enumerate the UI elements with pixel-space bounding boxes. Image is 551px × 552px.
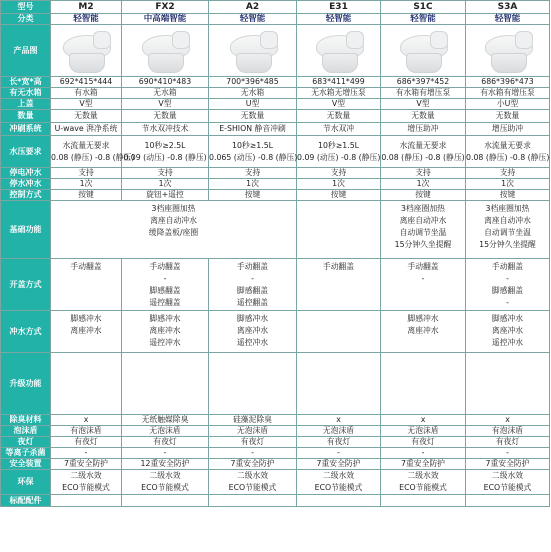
row-model (1, 1, 550, 14)
basic-function-cell (381, 201, 466, 259)
control-cell: 旋钮+遥控 (122, 190, 209, 201)
basic-function-line: 自动调节坐温 (399, 228, 447, 237)
eco-line: ECO节能模式 (141, 483, 189, 492)
accessory-cell (122, 495, 209, 507)
eco-line: 二级水效 (236, 471, 269, 480)
product-image-cell (381, 25, 466, 77)
basic-function-line: 缓降盖板/座圈 (148, 228, 199, 237)
power_cut-cell: 支持 (122, 168, 209, 179)
lid_mode-line: - (251, 274, 254, 283)
power_cut-cell: 支持 (381, 168, 466, 179)
lid_mode-line: - (163, 274, 167, 283)
flush_sys-cell: 节水双冲技术 (122, 123, 209, 136)
model-name: S3A (466, 1, 550, 14)
dims-cell: 700*396*485 (209, 77, 297, 88)
toilet-product-image (136, 29, 194, 73)
product-image-cell (51, 25, 122, 77)
product-image-cell (122, 25, 209, 77)
toilet-base-shape (491, 53, 527, 73)
night-cell: 有夜灯 (122, 437, 209, 448)
flush_mode-cell (209, 311, 297, 353)
row-tank (1, 88, 550, 99)
basic-function-line: 15分钟久坐提醒 (479, 240, 536, 249)
foam-cell: 无泡沫盾 (122, 426, 209, 437)
night-cell: 有夜灯 (51, 437, 122, 448)
row-label-deodor: 除臭材料 (1, 415, 51, 426)
lid_mode-line: 手动翻盖 (70, 262, 102, 271)
water-line: 0.08 (静压) -0.8 (静压) (466, 152, 550, 162)
lid_mode-line: 手动翻盖 (322, 262, 355, 271)
power_cut-cell: 支持 (209, 168, 297, 179)
category-cell: 轻智能 (381, 14, 466, 25)
deodor-cell: x (466, 415, 550, 426)
row-control (1, 190, 550, 201)
row-image (1, 25, 550, 77)
deodor-cell: 硅藻泥除臭 (209, 415, 297, 426)
row-night (1, 437, 550, 448)
row-label-category: 分类 (1, 14, 51, 25)
water-line: 水流量无要求 (399, 140, 447, 150)
lid_mode-line: 脚感翻盖 (491, 286, 524, 295)
accessory-cell (297, 495, 381, 507)
stop_flush-cell: 1次 (51, 179, 122, 190)
thermo-cell: - (209, 448, 297, 459)
basic-function-cell (51, 201, 297, 259)
lid_mode-line: - (506, 274, 509, 283)
flush_mode-cell (466, 311, 550, 353)
row-label-basic: 基础功能 (1, 201, 51, 259)
toilet-base-shape (322, 53, 358, 73)
row-label-eco: 环保 (1, 470, 51, 495)
row-category (1, 14, 550, 25)
dims-cell: 692*415*444 (51, 77, 122, 88)
eco-line: 二级水效 (70, 471, 102, 480)
lid-cell: 小U型 (466, 99, 550, 110)
tank-cell: 无水箱无增压泵 (297, 88, 381, 99)
flush_mode-line: 离座冲水 (236, 326, 269, 335)
row-label-image: 产品图 (1, 25, 51, 77)
stop_flush-cell: 1次 (466, 179, 550, 190)
lid_mode-line: 手动翻盖 (149, 262, 181, 271)
flush_mode-cell (122, 311, 209, 353)
row-eco (1, 470, 550, 495)
toilet-tank-shape (172, 31, 190, 49)
stop_flush-cell: 1次 (297, 179, 381, 190)
upgrade-function-cell (466, 353, 550, 415)
row-flush_mode (1, 311, 550, 353)
eco-cell (297, 470, 381, 495)
deodor-cell: x (51, 415, 122, 426)
basic-function-line: 离座自动冲水 (484, 216, 531, 225)
lid_mode-line: 遥控翻盖 (149, 298, 181, 307)
row-lid (1, 99, 550, 110)
eco-line: ECO节能模式 (483, 483, 532, 492)
flush_mode-line: 脚感冲水 (236, 314, 269, 323)
row-label-lid_mode: 开盖方式 (1, 259, 51, 311)
toilet-base-shape (148, 53, 184, 73)
row-label-safety: 安全装置 (1, 459, 51, 470)
water-cell (297, 136, 381, 168)
foam-cell: 有泡沫盾 (51, 426, 122, 437)
row-label-water: 水压要求 (1, 136, 51, 168)
lid_mode-line: 手动翻盖 (236, 262, 269, 271)
water-cell (466, 136, 550, 168)
safety-cell: 7重安全防护 (51, 459, 122, 470)
category-cell: 轻智能 (466, 14, 550, 25)
model-name: E31 (297, 1, 381, 14)
deodor-cell: x (297, 415, 381, 426)
deodor-cell: x (381, 415, 466, 426)
qty-cell: 无数量 (297, 110, 381, 123)
water-cell (51, 136, 135, 168)
thermo-cell: - (51, 448, 122, 459)
toilet-product-image (479, 29, 537, 73)
dims-cell: 686*396*473 (466, 77, 550, 88)
lid-cell: V型 (297, 99, 381, 110)
power_cut-cell: 支持 (297, 168, 381, 179)
lid_mode-cell (51, 259, 122, 311)
model-name: FX2 (122, 1, 209, 14)
night-cell: 有夜灯 (381, 437, 466, 448)
tank-cell: 无水箱 (122, 88, 209, 99)
stop_flush-cell: 1次 (209, 179, 297, 190)
qty-cell: 无数量 (51, 110, 122, 123)
stop_flush-cell: 1次 (381, 179, 466, 190)
toilet-tank-shape (260, 31, 278, 49)
lid_mode-cell (122, 259, 209, 311)
model-name: S1C (381, 1, 466, 14)
water-cell (122, 136, 209, 168)
flush_mode-cell (381, 311, 466, 353)
row-label-flush_sys: 冲刷系统 (1, 123, 51, 136)
toilet-tank-shape (346, 31, 364, 49)
model-name: A2 (209, 1, 297, 14)
eco-line: ECO节能模式 (228, 483, 277, 492)
tank-cell: 无水箱 (209, 88, 297, 99)
row-deodor (1, 415, 550, 426)
eco-cell (122, 470, 209, 495)
water-cell (209, 136, 297, 168)
flush_mode-line: 脚感冲水 (149, 314, 181, 323)
toilet-product-image (224, 29, 282, 73)
eco-line: 二级水效 (491, 471, 524, 480)
control-cell: 按键 (51, 190, 122, 201)
model-name: M2 (51, 1, 122, 14)
safety-cell: 7重安全防护 (381, 459, 466, 470)
upgrade-function-cell (122, 353, 209, 415)
basic-function-line: 3档座圈加热 (401, 204, 445, 213)
row-label-model: 型号 (1, 1, 51, 14)
row-dims (1, 77, 550, 88)
eco-line: ECO节能模式 (314, 483, 363, 492)
row-acc (1, 495, 550, 507)
eco-line: ECO节能模式 (399, 483, 447, 492)
foam-cell: 无泡沫盾 (381, 426, 466, 437)
eco-line: 二级水效 (149, 471, 181, 480)
row-upgrade (1, 353, 550, 415)
tank-cell: 有水箱有增压泵 (466, 88, 550, 99)
eco-line: 二级水效 (322, 471, 355, 480)
thermo-cell: - (297, 448, 381, 459)
basic-function-line: 离座自动冲水 (399, 216, 447, 225)
basic-function-line: 自动调节坐温 (484, 228, 531, 237)
row-label-flush_mode: 冲水方式 (1, 311, 51, 353)
tank-cell: 有水箱有增压泵 (381, 88, 466, 99)
row-label-night: 夜灯 (1, 437, 51, 448)
flush_sys-cell: 增压助冲 (381, 123, 466, 136)
product-image-cell (466, 25, 550, 77)
dims-cell: 690*410*483 (122, 77, 209, 88)
flush_sys-cell: 节水双冲 (297, 123, 381, 136)
row-label-dims: 长*宽*高 (1, 77, 51, 88)
eco-line: 二级水效 (407, 471, 439, 480)
water-cell (381, 136, 466, 168)
row-label-stop_flush: 停水冲水 (1, 179, 51, 190)
power_cut-cell: 支持 (51, 168, 122, 179)
deodor-cell: 无纸触媒除臭 (122, 415, 209, 426)
tank-cell: 有水箱 (51, 88, 122, 99)
upgrade-function-cell (381, 353, 466, 415)
toilet-product-image (57, 29, 115, 73)
row-lid_mode (1, 259, 550, 311)
row-flush_sys (1, 123, 550, 136)
row-thermo (1, 448, 550, 459)
lid_mode-line: 遥控翻盖 (236, 298, 269, 307)
water-line: 0.09 (动压) -0.8 (静压) (123, 152, 207, 162)
category-cell: 中高端智能 (122, 14, 209, 25)
product-image-cell (297, 25, 381, 77)
night-cell: 有夜灯 (209, 437, 297, 448)
basic-function-line: 15分钟久坐提醒 (394, 240, 452, 249)
accessory-cell (209, 495, 297, 507)
foam-cell: 无泡沫盾 (209, 426, 297, 437)
thermo-cell: - (122, 448, 209, 459)
eco-cell (209, 470, 297, 495)
toilet-base-shape (406, 53, 442, 73)
lid_mode-line: 手动翻盖 (491, 262, 524, 271)
toilet-tank-shape (93, 31, 111, 49)
stop_flush-cell: 1次 (122, 179, 209, 190)
lid_mode-cell (381, 259, 466, 311)
flush_mode-line: 离座冲水 (407, 326, 439, 335)
row-safety (1, 459, 550, 470)
row-label-upgrade: 升级功能 (1, 353, 51, 415)
basic-function-line: 3档座圈加热 (151, 204, 196, 213)
lid-cell: U型 (209, 99, 297, 110)
water-line: 0.08 (静压) -0.8 (静压) (381, 152, 465, 162)
row-power_cut (1, 168, 550, 179)
basic-function-cell (466, 201, 550, 259)
accessory-cell (51, 495, 122, 507)
water-line: 10秒≥2.5L (144, 140, 186, 150)
safety-cell: 7重安全防护 (209, 459, 297, 470)
category-cell: 轻智能 (209, 14, 297, 25)
lid-cell: V型 (51, 99, 122, 110)
safety-cell: 7重安全防护 (466, 459, 550, 470)
flush_mode-line: 脚感冲水 (407, 314, 439, 323)
flush_mode-line: 脚感冲水 (70, 314, 102, 323)
flush_mode-line: 遥控冲水 (149, 338, 181, 347)
lid_mode-line: 脚感翻盖 (149, 286, 181, 295)
toilet-product-image (394, 29, 452, 73)
flush_mode-cell (297, 311, 381, 353)
eco-cell (51, 470, 122, 495)
foam-cell: 有泡沫盾 (466, 426, 550, 437)
control-cell: 按键 (297, 190, 381, 201)
upgrade-function-cell (209, 353, 297, 415)
row-foam (1, 426, 550, 437)
power_cut-cell: 支持 (466, 168, 550, 179)
toilet-product-image (310, 29, 368, 73)
toilet-base-shape (236, 53, 272, 73)
lid-cell: V型 (122, 99, 209, 110)
water-line: 10秒≥1.5L (318, 140, 359, 150)
row-label-control: 控制方式 (1, 190, 51, 201)
upgrade-function-cell (297, 353, 381, 415)
water-line: 0.08 (静压) -0.8 (静压) (51, 152, 135, 162)
night-cell: 有夜灯 (297, 437, 381, 448)
thermo-cell: - (466, 448, 550, 459)
water-line: 水流量无要求 (484, 140, 531, 150)
accessory-cell (466, 495, 550, 507)
water-line: 0.065 (动压) -0.8 (静压) (209, 152, 298, 162)
flush_sys-cell: U-wave 湃净系统 (51, 123, 122, 136)
row-label-acc: 标配配件 (1, 495, 51, 507)
qty-cell: 无数量 (122, 110, 209, 123)
water-line: 水流量无要求 (62, 140, 110, 150)
toilet-tank-shape (515, 31, 533, 49)
flush_mode-cell (51, 311, 122, 353)
flush_mode-line: 脚感冲水 (491, 314, 524, 323)
row-label-power_cut: 停电冲水 (1, 168, 51, 179)
flush_sys-cell: 增压助冲 (466, 123, 550, 136)
dims-cell: 686*397*452 (381, 77, 466, 88)
lid_mode-line: - (506, 298, 509, 307)
basic-function-line: 离座自动冲水 (150, 216, 197, 225)
dims-cell: 683*411*499 (297, 77, 381, 88)
water-line: 10秒≥1.5L (232, 140, 273, 150)
flush_sys-cell: E-SHION 静音冲刷 (209, 123, 297, 136)
lid_mode-cell (209, 259, 297, 311)
row-water (1, 136, 550, 168)
qty-cell: 无数量 (381, 110, 466, 123)
toilet-tank-shape (430, 31, 448, 49)
upgrade-function-cell (51, 353, 122, 415)
safety-cell: 12重安全防护 (122, 459, 209, 470)
lid_mode-line: - (421, 274, 425, 283)
row-label-foam: 泡沫盾 (1, 426, 51, 437)
lid_mode-line: 脚感翻盖 (236, 286, 269, 295)
control-cell: 按键 (381, 190, 466, 201)
control-cell: 按键 (209, 190, 297, 201)
basic-function-cell (297, 201, 381, 259)
safety-cell: 7重安全防护 (297, 459, 381, 470)
toilet-base-shape (69, 53, 105, 73)
row-label-tank: 有无水箱 (1, 88, 51, 99)
qty-cell: 无数量 (209, 110, 297, 123)
flush_mode-line: 离座冲水 (70, 326, 102, 335)
lid-cell: V型 (381, 99, 466, 110)
row-label-lid: 上盖 (1, 99, 51, 110)
water-line: 0.09 (动压) -0.8 (静压) (297, 152, 381, 162)
flush_mode-line: 离座冲水 (491, 326, 524, 335)
qty-cell: 无数量 (466, 110, 550, 123)
category-cell: 轻智能 (51, 14, 122, 25)
eco-cell (381, 470, 466, 495)
flush_mode-line: 遥控冲水 (236, 338, 269, 347)
lid_mode-line: 手动翻盖 (407, 262, 439, 271)
row-label-qty: 数量 (1, 110, 51, 123)
eco-cell (466, 470, 550, 495)
thermo-cell: - (381, 448, 466, 459)
row-qty (1, 110, 550, 123)
row-stop_flush (1, 179, 550, 190)
eco-line: ECO节能模式 (62, 483, 110, 492)
row-label-thermo: 等离子杀菌 (1, 448, 51, 459)
flush_mode-line: 遥控冲水 (491, 338, 524, 347)
product-image-cell (209, 25, 297, 77)
foam-cell: 无泡沫盾 (297, 426, 381, 437)
category-cell: 轻智能 (297, 14, 381, 25)
flush_mode-line: 离座冲水 (149, 326, 181, 335)
lid_mode-cell (466, 259, 550, 311)
control-cell: 按键 (466, 190, 550, 201)
lid_mode-cell (297, 259, 381, 311)
accessory-cell (381, 495, 466, 507)
row-basic (1, 201, 550, 259)
night-cell: 有夜灯 (466, 437, 550, 448)
basic-function-line: 3档座圈加热 (485, 204, 530, 213)
